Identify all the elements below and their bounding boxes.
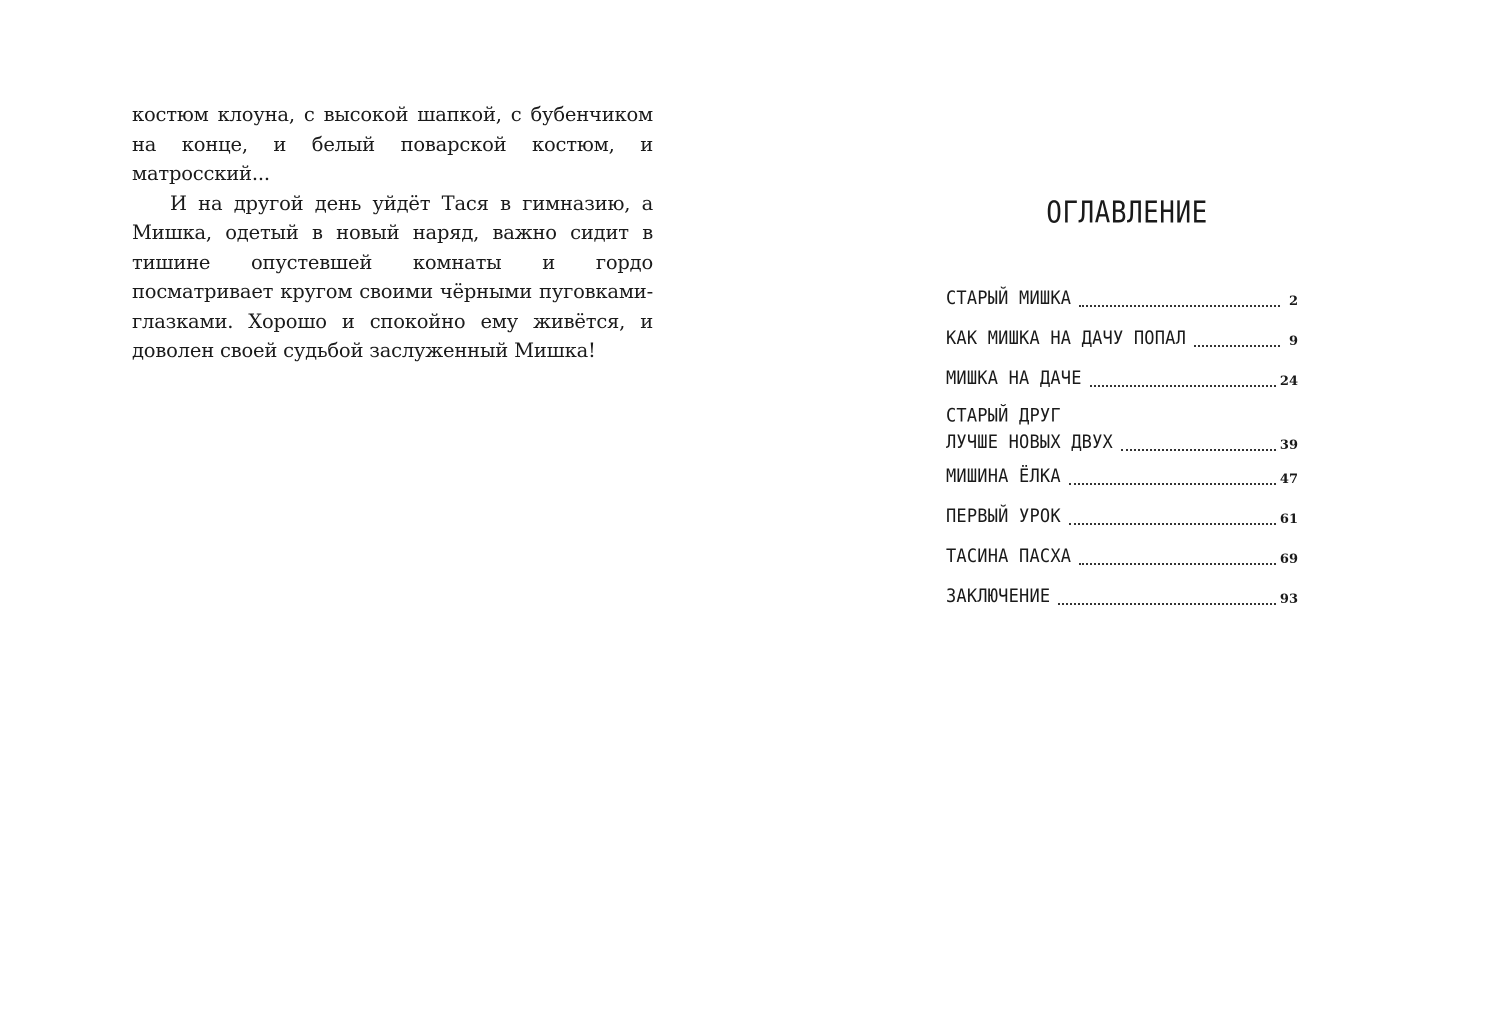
toc-entry-label: ПЕРВЫЙ УРОК — [946, 505, 1061, 528]
toc-entry — [946, 368, 1298, 392]
toc-leader-dots — [1194, 345, 1280, 347]
toc-entry — [946, 328, 1298, 352]
toc-leader-dots — [1079, 305, 1280, 307]
toc-leader-dots — [1121, 449, 1276, 451]
toc-entry — [946, 586, 1298, 610]
toc-entry — [946, 506, 1298, 530]
table-of-contents — [946, 288, 1298, 610]
toc-entry-label: СТАРЫЙ МИШКА — [946, 287, 1072, 310]
paragraph-continuation: костюм клоуна, с высокой шапкой, с бубенчиком на конце, и белый поварской костюм, и матросский... — [132, 103, 653, 185]
toc-entry-label: КАК МИШКА НА ДАЧУ ПОПАЛ — [946, 327, 1187, 350]
toc-entry — [946, 404, 1298, 456]
toc-leader-dots — [1069, 523, 1276, 525]
toc-entry-page: 69 — [1279, 552, 1298, 567]
left-page-text — [132, 100, 653, 366]
toc-entry-label: СТАРЫЙ ДРУГ ЛУЧШЕ НОВЫХ ДВУХ — [946, 404, 1113, 454]
toc-entry-page: 24 — [1279, 374, 1298, 389]
toc-entry — [946, 546, 1298, 570]
toc-entry-page: 93 — [1279, 592, 1298, 607]
toc-leader-dots — [1069, 483, 1276, 485]
toc-entry-label: ТАСИНА ПАСХА — [946, 545, 1072, 568]
toc-leader-dots — [1079, 563, 1276, 565]
toc-entry-page: 9 — [1288, 334, 1298, 349]
toc-entry-page: 61 — [1279, 512, 1298, 527]
toc-title: ОГЛАВЛЕНИЕ — [1046, 196, 1208, 231]
toc-entry — [946, 288, 1298, 312]
paragraph-ending: И на другой день уйдёт Тася в гимназию, а Мишка, одетый в новый наряд, важно сидит в тишине опустевшей комнаты и гордо посматривает кругом своими чёрными пуговками-глазками. Хорошо и спокойно ему живётся, и доволен своей судьбой заслуженный Мишка! — [132, 191, 653, 362]
toc-entry-page: 39 — [1279, 438, 1298, 453]
toc-entry-page: 2 — [1288, 294, 1298, 309]
toc-entry — [946, 466, 1298, 490]
toc-entry-label: ЗАКЛЮЧЕНИЕ — [946, 585, 1051, 608]
toc-entry-label: МИШИНА ЁЛКА — [946, 465, 1061, 488]
toc-leader-dots — [1058, 603, 1276, 605]
toc-entry-page: 47 — [1279, 472, 1298, 487]
toc-leader-dots — [1090, 385, 1276, 387]
toc-entry-label: МИШКА НА ДАЧЕ — [946, 367, 1082, 390]
